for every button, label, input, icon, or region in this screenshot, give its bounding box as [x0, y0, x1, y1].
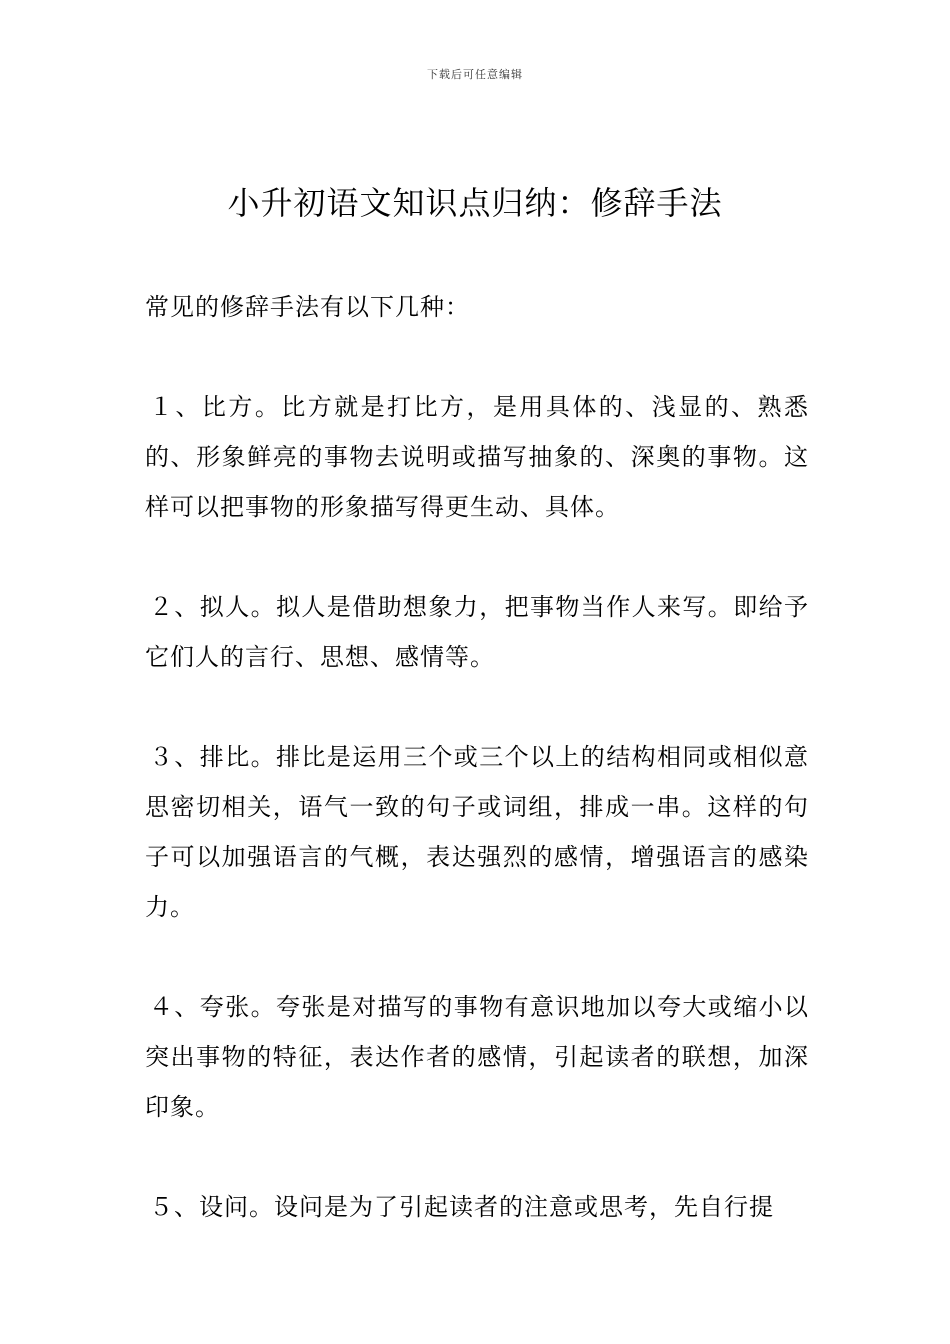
list-item [145, 982, 809, 1132]
header-note: 下载后可任意编辑 [427, 68, 523, 81]
item-number: １ [149, 393, 176, 421]
list-item [145, 1182, 809, 1232]
list-item [145, 382, 809, 532]
item-text: 、夸张。夸张是对描写的事物有意识地加以夸大或缩小以突出事物的特征，表达作者的感情，引起读者的联想，加深印象。 [145, 993, 810, 1121]
item-number: ３ [149, 743, 175, 771]
item-text: 、比方。比方就是打比方，是用具体的、浅显的、熟悉的、形象鲜亮的事物去说明或描写抽象的、深奥的事物。这样可以把事物的形象描写得更生动、具体。 [145, 393, 810, 521]
item-text: 、拟人。拟人是借助想象力，把事物当作人来写。即给予它们人的言行、思想、感情等。 [145, 593, 810, 671]
list-item [145, 732, 809, 932]
document-title: 小升初语文知识点归纳：修辞手法 [227, 184, 723, 222]
list-item [145, 582, 809, 682]
item-text: 、设问。设问是为了引起读者的注意或思考，先自行提 [174, 1193, 774, 1221]
item-number: ５ [149, 1193, 174, 1221]
document-body [145, 282, 809, 1282]
item-text: 、排比。排比是运用三个或三个以上的结构相同或相似意思密切相关，语气一致的句子或词组，排成一串。这样的句子可以加强语言的气概，表达强烈的感情，增强语言的感染力。 [145, 743, 810, 921]
item-number: ２ [149, 593, 175, 621]
intro-paragraph: 常见的修辞手法有以下几种： [145, 293, 470, 321]
item-number: ４ [149, 993, 175, 1021]
